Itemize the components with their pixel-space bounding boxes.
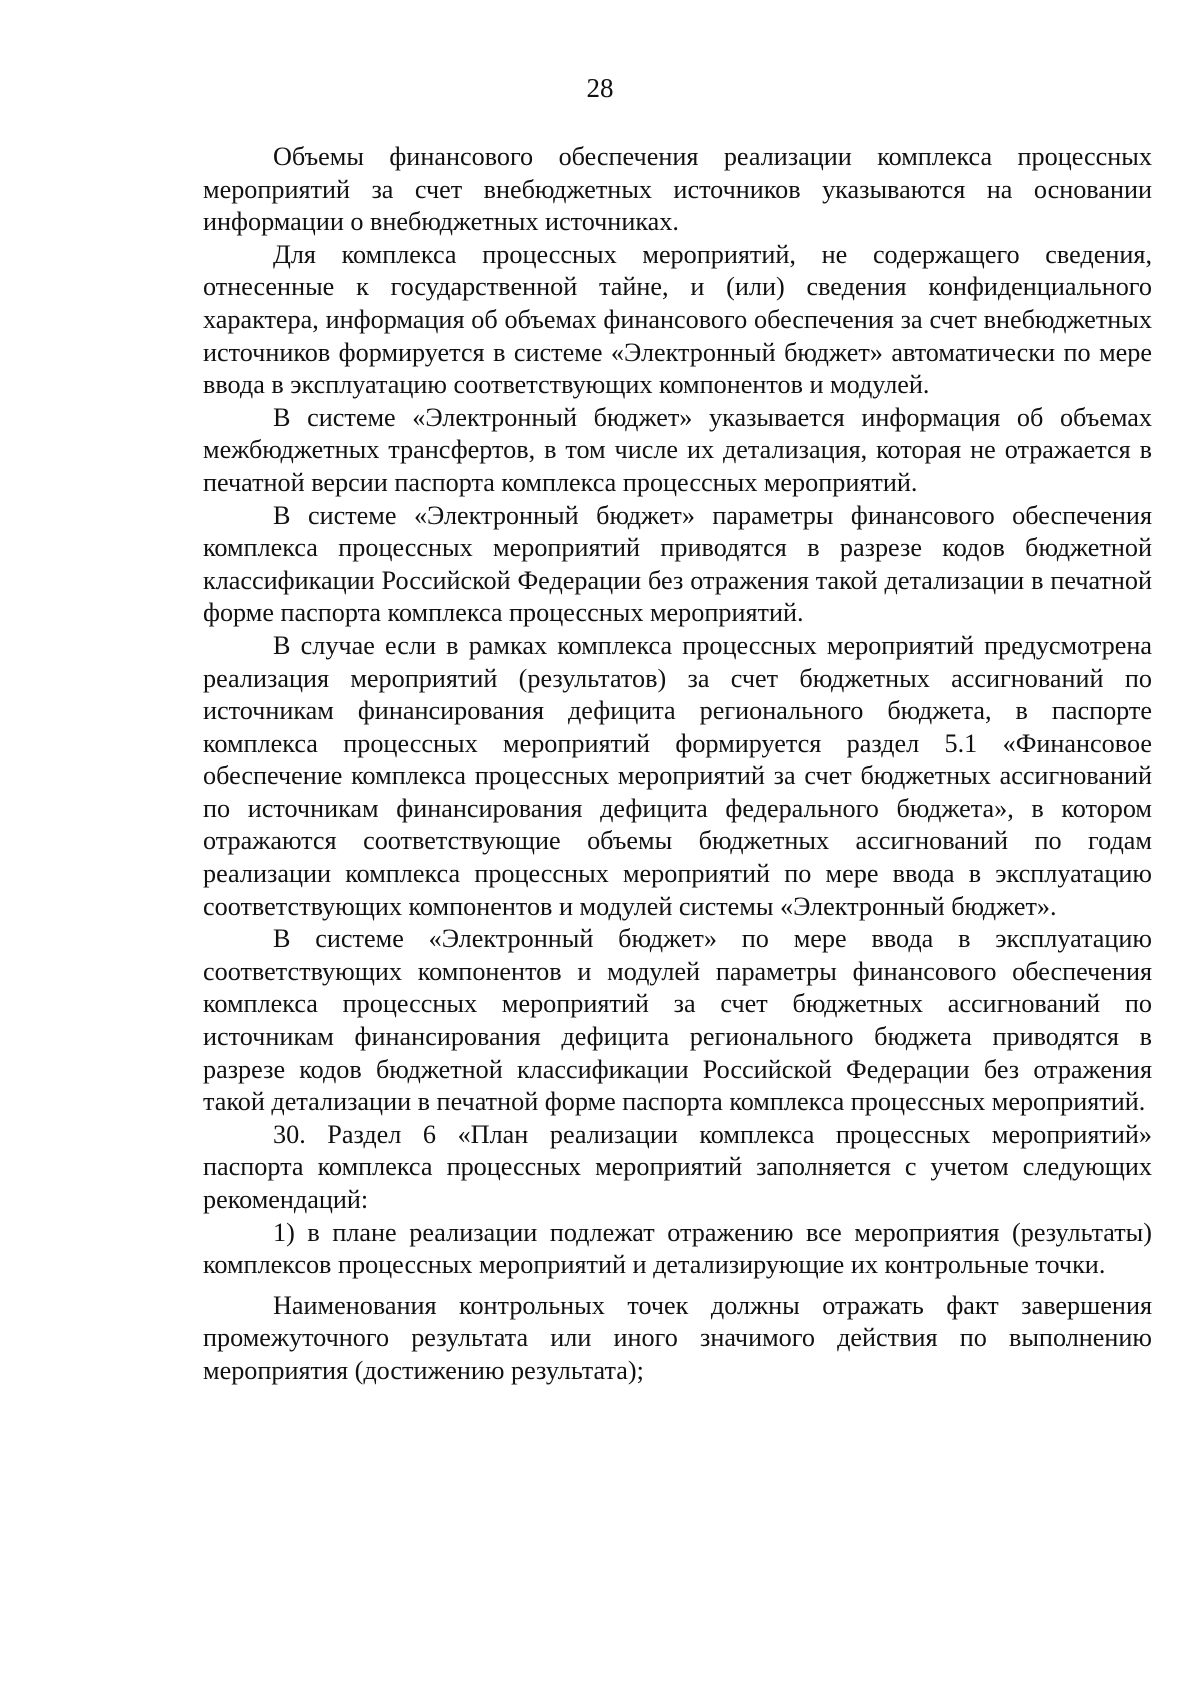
paragraph-7: 30. Раздел 6 «План реализации комплекса процессных мероприятий» паспорта комплекса процессных мероприятий заполняется с учетом следующих рекомендаций: (203, 1119, 1152, 1214)
paragraph-1: Объемы финансового обеспечения реализации комплекса процессных мероприятий за счет внебюджетных источников указываются на основании информации о внебюджетных источниках. (203, 142, 1152, 237)
paragraph-3: В системе «Электронный бюджет» указывается информация об объемах межбюджетных трансфертов, в том числе их детализация, которая не отражается в печатной версии паспорта комплекса процессных мероприятий. (203, 402, 1152, 497)
paragraph-6: В системе «Электронный бюджет» по мере ввода в эксплуатацию соответствующих компонентов и модулей параметры финансового обеспечения комплекса процессных мероприятий за счет бюджетных ассигнований по источникам финансирования дефицита регионального бюджета приводятся в разрезе кодов бюджетной классификации Российской Федерации без отражения такой детализации в печатной форме паспорта комплекса процессных мероприятий. (203, 924, 1152, 1117)
paragraph-5: В случае если в рамках комплекса процессных мероприятий предусмотрена реализация мероприятий (результатов) за счет бюджетных ассигнований по источникам финансирования дефицита регионального бюджета, в паспорте комплекса процессных мероприятий формируется раздел 5.1 «Финансовое обеспечение комплекса процессных мероприятий за счет бюджетных ассигнований по источникам финансирования дефицита федерального бюджета», в котором отражаются соответствующие объемы бюджетных ассигнований по годам реализации комплекса процессных мероприятий по мере ввода в эксплуатацию соответствующих компонентов и модулей системы «Электронный бюджет». (203, 630, 1152, 921)
document-body (203, 141, 1152, 1388)
paragraph-8: 1) в плане реализации подлежат отражению все мероприятия (результаты) комплексов процессных мероприятий и детализирующие их контрольные точки. (203, 1217, 1152, 1280)
paragraph-2: Для комплекса процессных мероприятий, не содержащего сведения, отнесенные к государственной тайне, и (или) сведения конфиденциального характера, информация об объемах финансового обеспечения за счет внебюджетных источников формируется в системе «Электронный бюджет» автоматически по мере ввода в эксплуатацию соответствующих компонентов и модулей. (203, 239, 1152, 400)
page-number: 28 (586, 73, 614, 103)
paragraph-4: В системе «Электронный бюджет» параметры финансового обеспечения комплекса процессных мероприятий приводятся в разрезе кодов бюджетной классификации Российской Федерации без отражения такой детализации в печатной форме паспорта комплекса процессных мероприятий. (203, 500, 1152, 628)
paragraph-9: Наименования контрольных точек должны отражать факт завершения промежуточного результата или иного значимого действия по выполнению мероприятия (достижению результата); (203, 1290, 1152, 1385)
